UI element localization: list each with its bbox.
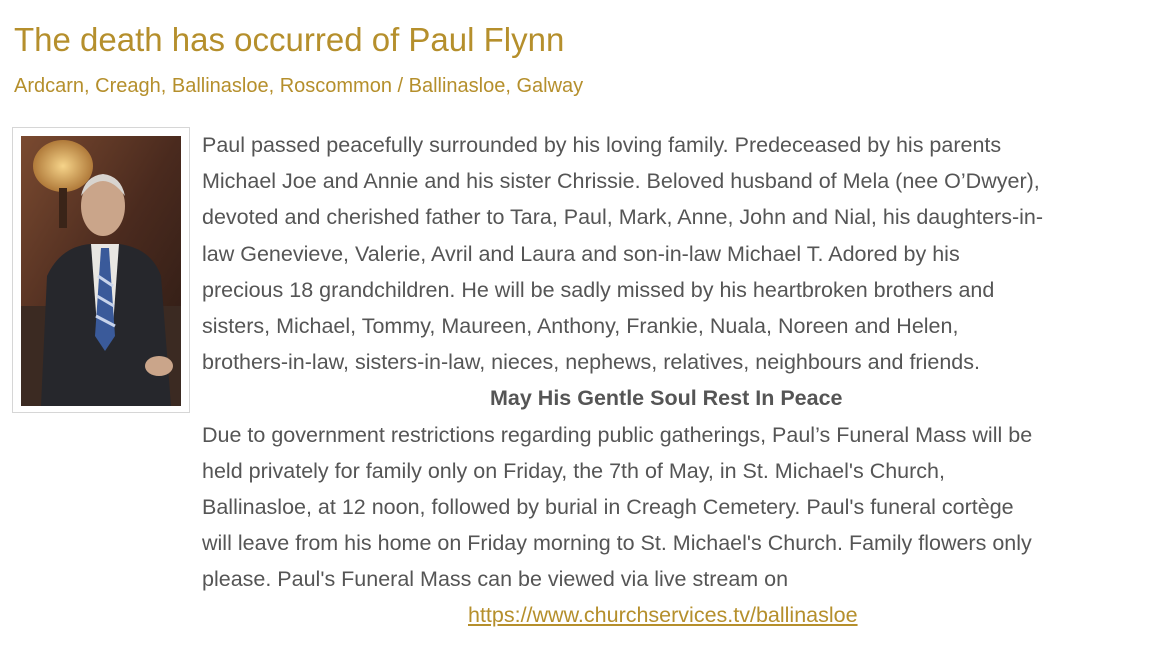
funeral-details-line: will leave from his home on Friday morning to St. Michael's Church. Family flowers only xyxy=(202,531,1032,556)
portrait-photo xyxy=(21,136,181,406)
notice-location: Ardcarn, Creagh, Ballinasloe, Roscommon / Ballinasloe, Galway xyxy=(14,75,584,97)
paragraph-line: sisters, Michael, Tommy, Maureen, Anthony, Frankie, Nuala, Noreen and Helen, xyxy=(202,313,959,338)
portrait-photo-image xyxy=(21,136,181,406)
notice-title: The death has occurred of Paul Flynn xyxy=(14,21,565,58)
funeral-details-line: held privately for family only on Friday, the 7th of May, in St. Michael's Church, xyxy=(202,458,945,483)
live-stream-link[interactable]: https://www.churchservices.tv/ballinasloe xyxy=(468,603,858,628)
paragraph-line: precious 18 grandchildren. He will be sadly missed by his heartbroken brothers and xyxy=(202,277,995,302)
paragraph-line: Michael Joe and Annie and his sister Chrissie. Beloved husband of Mela (nee O’Dwyer), xyxy=(202,169,1040,194)
paragraph-line: Paul passed peacefully surrounded by his loving family. Predeceased by his parents xyxy=(202,133,1002,157)
paragraph-line: law Genevieve, Valerie, Avril and Laura and son-in-law Michael T. Adored by his xyxy=(202,241,960,266)
funeral-details-line: Due to government restrictions regarding public gatherings, Paul’s Funeral Mass will be xyxy=(202,422,1033,447)
paragraph-line: devoted and cherished father to Tara, Paul, Mark, Anne, John and Nial, his daughters-in- xyxy=(202,205,1043,230)
rest-in-peace-line: May His Gentle Soul Rest In Peace xyxy=(490,386,843,411)
portrait-photo-frame xyxy=(12,127,190,413)
notice-body xyxy=(202,127,1170,634)
stream-link-line xyxy=(202,597,1170,633)
funeral-details-line: Ballinasloe, at 12 noon, followed by burial in Creagh Cemetery. Paul's funeral cortège xyxy=(202,494,1014,519)
paragraph-line: brothers-in-law, sisters-in-law, nieces, nephews, relatives, neighbours and friends. xyxy=(202,350,980,375)
funeral-details-line: please. Paul's Funeral Mass can be viewed via live stream on xyxy=(202,567,789,592)
